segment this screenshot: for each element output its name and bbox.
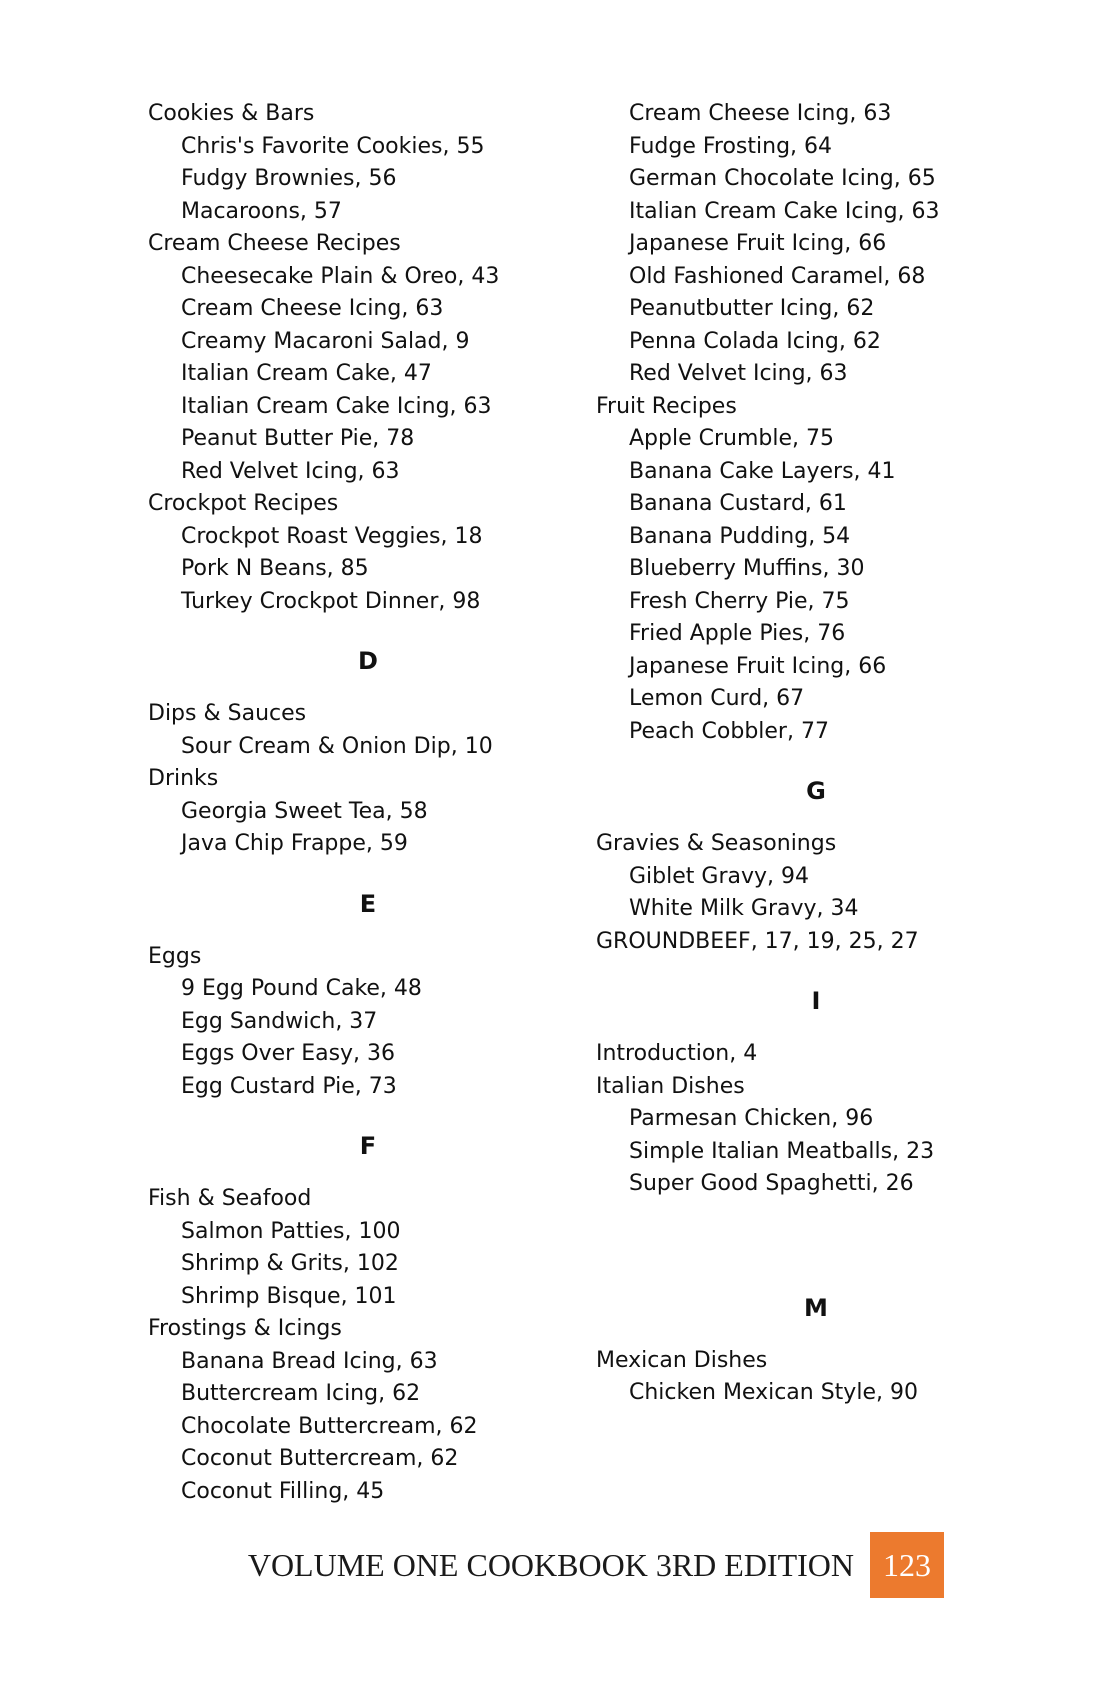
index-entry: Creamy Macaroni Salad, 9 (181, 328, 470, 354)
index-entry: Old Fashioned Caramel, 68 (629, 263, 926, 289)
index-entry: Turkey Crockpot Dinner, 98 (181, 588, 481, 614)
index-category: Fish & Seafood (148, 1186, 312, 1211)
index-entry: Apple Crumble, 75 (629, 426, 834, 451)
index-entry: Peanut Butter Pie, 78 (181, 426, 415, 451)
index-entry: Crockpot Roast Veggies, 18 (181, 523, 483, 549)
index-category: Gravies & Seasonings (596, 831, 837, 856)
index-entry: Lemon Curd, 67 (629, 686, 805, 711)
index-entry: Parmesan Chicken, 96 (629, 1106, 874, 1131)
index-entry: Banana Pudding, 54 (629, 523, 851, 549)
index-entry: Fudgy Brownies, 56 (181, 166, 397, 191)
index-entry: Buttercream Icing, 62 (181, 1381, 421, 1406)
index-category: Drinks (148, 766, 219, 791)
index-entry: Macaroons, 57 (181, 198, 342, 224)
index-category: GROUNDBEEF, 17, 19, 25, 27 (596, 928, 919, 954)
index-entry: Italian Cream Cake, 47 (181, 361, 432, 386)
index-entry: German Chocolate Icing, 65 (629, 166, 936, 191)
index-entry: Penna Colada Icing, 62 (629, 328, 881, 354)
index-category: Fruit Recipes (596, 393, 737, 419)
page-number-box: 123 (870, 1532, 944, 1598)
section-spacer (596, 1201, 1036, 1265)
index-entry: Peach Cobbler, 77 (629, 718, 829, 744)
index-entry: Banana Bread Icing, 63 (181, 1348, 438, 1374)
index-entry: Shrimp Bisque, 101 (181, 1283, 397, 1309)
index-entry: Chicken Mexican Style, 90 (629, 1380, 918, 1405)
index-entry: 9 Egg Pound Cake, 48 (181, 976, 422, 1001)
index-entry: Georgia Sweet Tea, 58 (181, 798, 428, 824)
index-category: Dips & Sauces (148, 701, 307, 726)
index-entry: Blueberry Muffins, 30 (629, 556, 865, 581)
page-footer (0, 1532, 1100, 1598)
index-column-left (148, 98, 588, 1508)
index-category: Crockpot Recipes (148, 491, 339, 516)
index-entry: Simple Italian Meatballs, 23 (629, 1138, 935, 1164)
index-entry: Red Velvet Icing, 63 (629, 361, 848, 386)
section-letter-g: G (806, 777, 826, 805)
index-entry: Salmon Patties, 100 (181, 1218, 401, 1244)
index-category: Cookies & Bars (148, 101, 315, 126)
index-category: Mexican Dishes (596, 1347, 768, 1373)
index-entry: Italian Cream Cake Icing, 63 (181, 393, 492, 419)
index-entry: Japanese Fruit Icing, 66 (629, 653, 887, 679)
index-entry: White Milk Gravy, 34 (629, 896, 859, 921)
index-entry: Cream Cheese Icing, 63 (181, 296, 444, 321)
index-entry: Coconut Buttercream, 62 (181, 1446, 459, 1471)
section-letter-d: D (358, 647, 378, 675)
section-letter-m: M (804, 1293, 828, 1322)
index-entry: Japanese Fruit Icing, 66 (629, 231, 887, 256)
index-category: Cream Cheese Recipes (148, 231, 401, 256)
index-entry: Egg Custard Pie, 73 (181, 1073, 397, 1099)
index-entry: Red Velvet Icing, 63 (181, 458, 400, 484)
index-entry: Banana Custard, 61 (629, 491, 847, 516)
index-entry: Coconut Filling, 45 (181, 1478, 385, 1504)
index-entry: Fried Apple Pies, 76 (629, 621, 846, 646)
index-column-right (596, 98, 1036, 1410)
index-entry: Peanutbutter Icing, 62 (629, 296, 875, 321)
index-entry: Fudge Frosting, 64 (629, 133, 833, 159)
index-category: Italian Dishes (596, 1073, 745, 1099)
index-entry: Cheesecake Plain & Oreo, 43 (181, 263, 500, 289)
index-entry: Eggs Over Easy, 36 (181, 1041, 396, 1066)
index-entry: Java Chip Frappe, 59 (181, 831, 408, 856)
index-entry: Giblet Gravy, 94 (629, 863, 809, 889)
index-entry: Sour Cream & Onion Dip, 10 (181, 733, 493, 759)
index-category: Frostings & Icings (148, 1316, 342, 1341)
index-entry: Chris's Favorite Cookies, 55 (181, 133, 485, 159)
section-letter-e: E (359, 889, 377, 918)
index-entry: Banana Cake Layers, 41 (629, 458, 896, 484)
index-entry: Egg Sandwich, 37 (181, 1008, 378, 1034)
index-category: Eggs (148, 943, 202, 969)
index-entry: Cream Cheese Icing, 63 (629, 101, 892, 126)
section-letter-f: F (359, 1132, 377, 1160)
index-entry: Super Good Spaghetti, 26 (629, 1171, 914, 1196)
index-entry: Shrimp & Grits, 102 (181, 1251, 399, 1276)
index-entry: Fresh Cherry Pie, 75 (629, 588, 850, 614)
index-entry: Pork N Beans, 85 (181, 556, 369, 581)
index-entry: Chocolate Buttercream, 62 (181, 1413, 478, 1439)
index-category: Introduction, 4 (596, 1041, 758, 1066)
book-title: VOLUME ONE COOKBOOK 3RD EDITION (247, 1547, 854, 1583)
section-letter-i: I (811, 987, 821, 1015)
index-entry: Italian Cream Cake Icing, 63 (629, 198, 940, 224)
